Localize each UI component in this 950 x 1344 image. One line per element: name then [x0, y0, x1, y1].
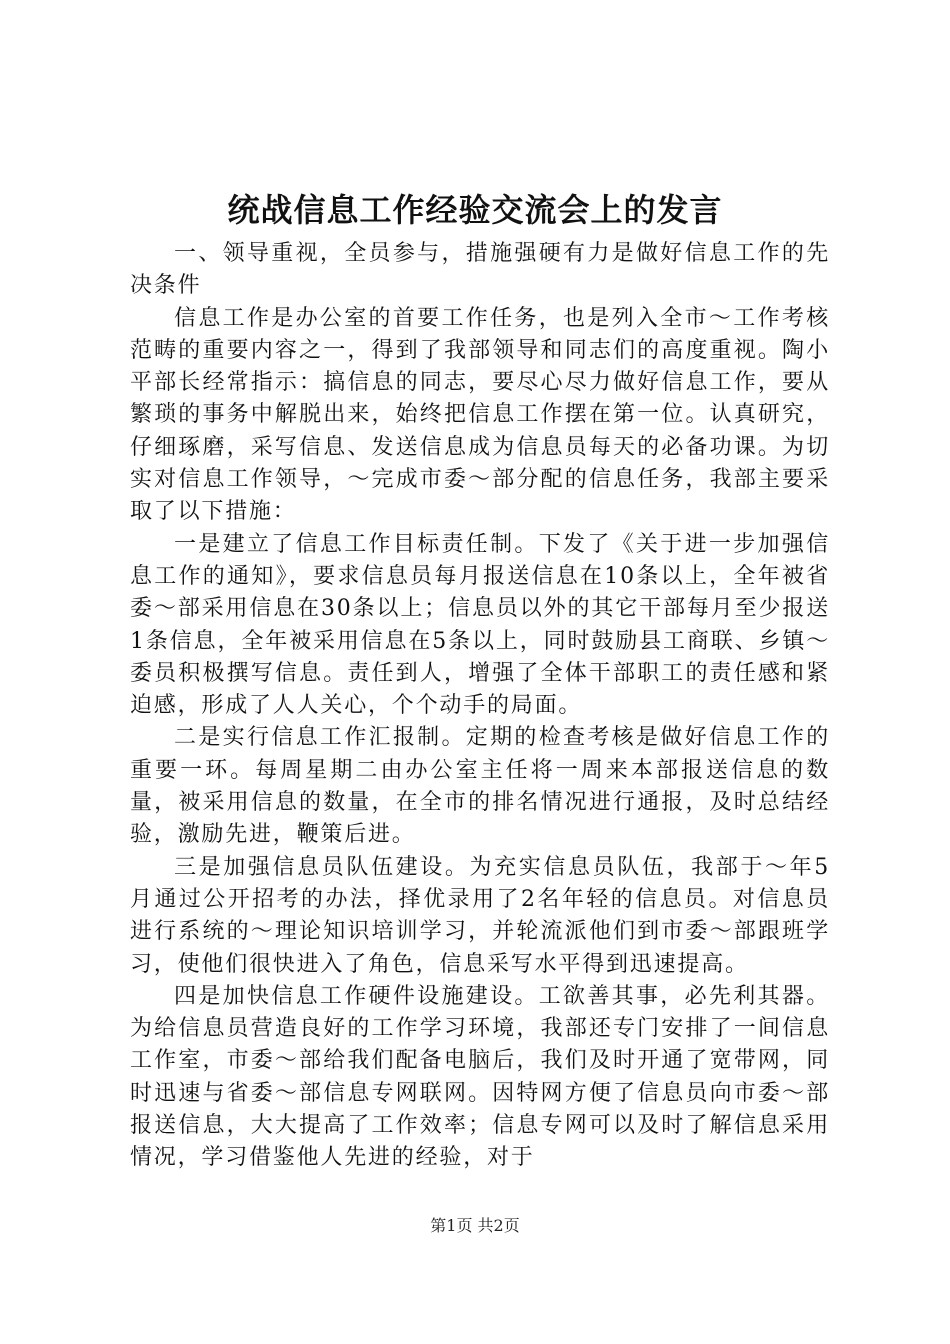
document-title: 统战信息工作经验交流会上的发言: [227, 191, 723, 229]
paragraph: 信息工作是办公室的首要工作任务，也是列入全市～工作考核范畴的重要内容之一，得到了我部领导和同志们的高度重视。陶小平部长经常指示：搞信息的同志，要尽心尽力做好信息工作，要从繁琐的事务中解脱出来，始终把信息工作摆在第一位。认真研究，仔细琢磨，采写信息、发送信息成为信息员每天的必备功课。为切实对信息工作领导，～完成市委～部分配的信息任务，我部主要采取了以下措施：: [130, 305, 830, 525]
section-heading: 一、领导重视，全员参与，措施强硬有力是做好信息工作的先决条件: [130, 241, 830, 299]
paragraph: 四是加快信息工作硬件设施建设。工欲善其事，必先利其器。为给信息员营造良好的工作学习环境，我部还专门安排了一间信息工作室，市委～部给我们配备电脑后，我们及时开通了宽带网，同时迅速与省委～部信息专网联网。因特网方便了信息员向市委～部报送信息，大大提高了工作效率；信息专网可以及时了解信息采用情况，学习借鉴他人先进的经验，对于: [130, 983, 830, 1171]
document-body: [130, 238, 830, 1175]
paragraph: 二是实行信息工作汇报制。定期的检查考核是做好信息工作的重要一环。每周星期二由办公室主任将一周来本部报送信息的数量，被采用信息的数量，在全市的排名情况进行通报，及时总结经验，激励先进，鞭策后进。: [130, 725, 830, 848]
paragraph: 三是加强信息员队伍建设。为充实信息员队伍，我部于～年5月通过公开招考的办法，择优录用了2名年轻的信息员。对信息员进行系统的～理论知识培训学习，并轮流派他们到市委～部跟班学习，使他们很快进入了角色，信息采写水平得到迅速提高。: [130, 854, 830, 977]
paragraph: 一是建立了信息工作目标责任制。下发了《关于进一步加强信息工作的通知》，要求信息员每月报送信息在10条以上，全年被省委～部采用信息在30条以上；信息员以外的其它干部每月至少报送1条信息，全年被采用信息在5条以上，同时鼓励县工商联、乡镇～委员积极撰写信息。责任到人，增强了全体干部职工的责任感和紧迫感，形成了人人关心，个个动手的局面。: [130, 531, 830, 719]
page-number-footer: 第1页 共2页: [430, 1216, 520, 1235]
